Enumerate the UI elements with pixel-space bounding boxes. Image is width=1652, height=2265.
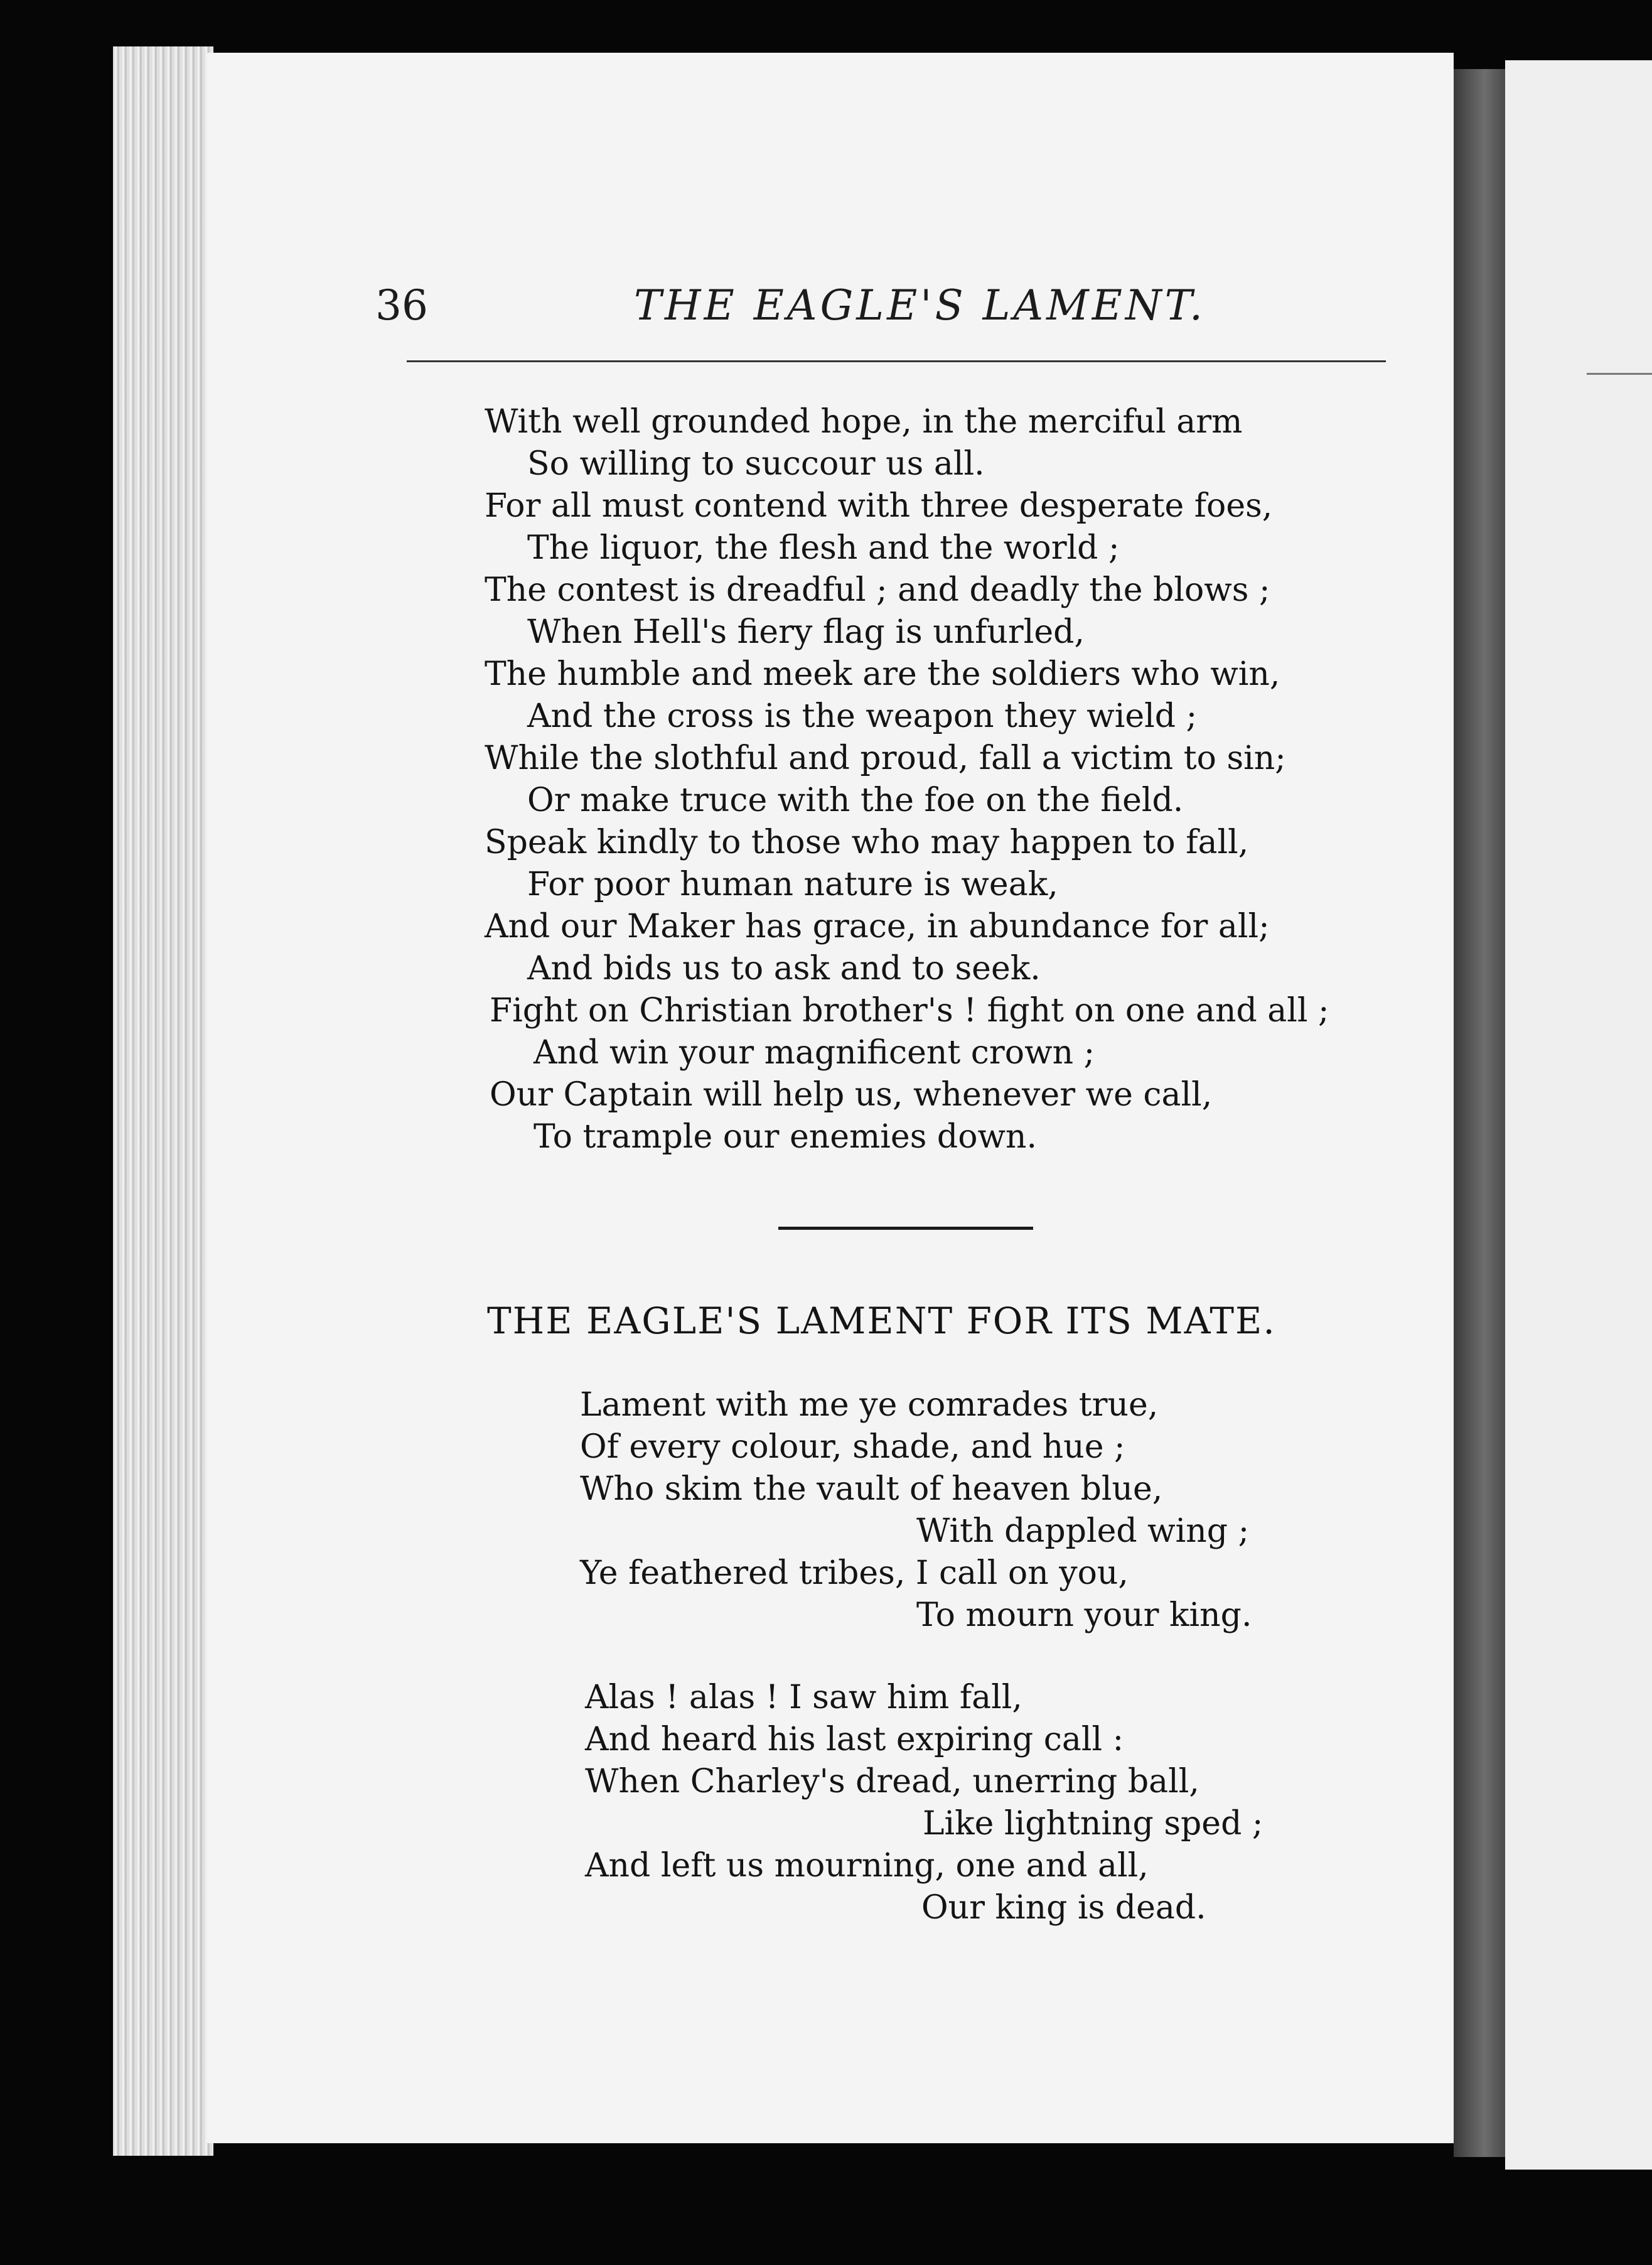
poem-line: Ye feathered tribes, I call on you, [580,1554,1129,1592]
poem-title: THE EAGLE'S LAMENT FOR ITS MATE. [487,1299,1276,1342]
facing-page-rule [1587,373,1652,375]
poem-line: With dappled wing ; [916,1512,1250,1550]
poem-line: For all must contend with three desperate foes, [485,487,1273,525]
poem-line: For poor human nature is weak, [527,866,1058,903]
poem-line: Our king is dead. [921,1889,1206,1927]
section-divider [778,1227,1033,1230]
poem-line: Like lightning sped ; [923,1805,1263,1843]
poem-line: And left us mourning, one and all, [585,1847,1149,1885]
poem-line: Alas ! alas ! I saw him fall, [585,1679,1022,1716]
poem-line: Of every colour, shade, and hue ; [580,1428,1125,1466]
poem-line: With well grounded hope, in the merciful arm [485,403,1243,441]
poem-line: Fight on Christian brother's ! fight on one and all ; [490,992,1329,1030]
book-gutter [1454,69,1505,2157]
poem-line: While the slothful and proud, fall a victim to sin; [485,740,1286,777]
poem-line: When Hell's fiery flag is unfurled, [527,613,1085,651]
poem-line: And the cross is the weapon they wield ; [527,697,1198,735]
header-rule [407,360,1386,362]
poem-line: Our Captain will help us, whenever we call, [490,1076,1213,1114]
poem-line: So willing to succour us all. [527,445,985,483]
page-edges [113,46,213,2156]
poem-line: The humble and meek are the soldiers who win, [485,655,1280,693]
page-number: 36 [375,281,428,330]
poem-line: When Charley's dread, unerring ball, [585,1763,1199,1800]
poem-line: And bids us to ask and to seek. [527,950,1041,987]
poem-line: And heard his last expiring call : [585,1721,1124,1758]
facing-page [1505,60,1652,2170]
poem-line: To mourn your king. [916,1596,1252,1634]
poem-line: And our Maker has grace, in abundance for all; [485,908,1270,945]
poem-line: The liquor, the flesh and the world ; [527,529,1120,567]
poem-line: Speak kindly to those who may happen to fall, [485,824,1249,861]
poem-line: Or make truce with the foe on the field. [527,782,1184,819]
poem-line: Lament with me ye comrades true, [580,1386,1159,1424]
poem-line: Who skim the vault of heaven blue, [580,1470,1163,1508]
poem-line: The contest is dreadful ; and deadly the blows ; [485,571,1270,609]
running-head: THE EAGLE'S LAMENT. [634,281,1206,330]
poem-line: And win your magnificent crown ; [534,1034,1095,1072]
poem-line: To trample our enemies down. [534,1118,1038,1156]
